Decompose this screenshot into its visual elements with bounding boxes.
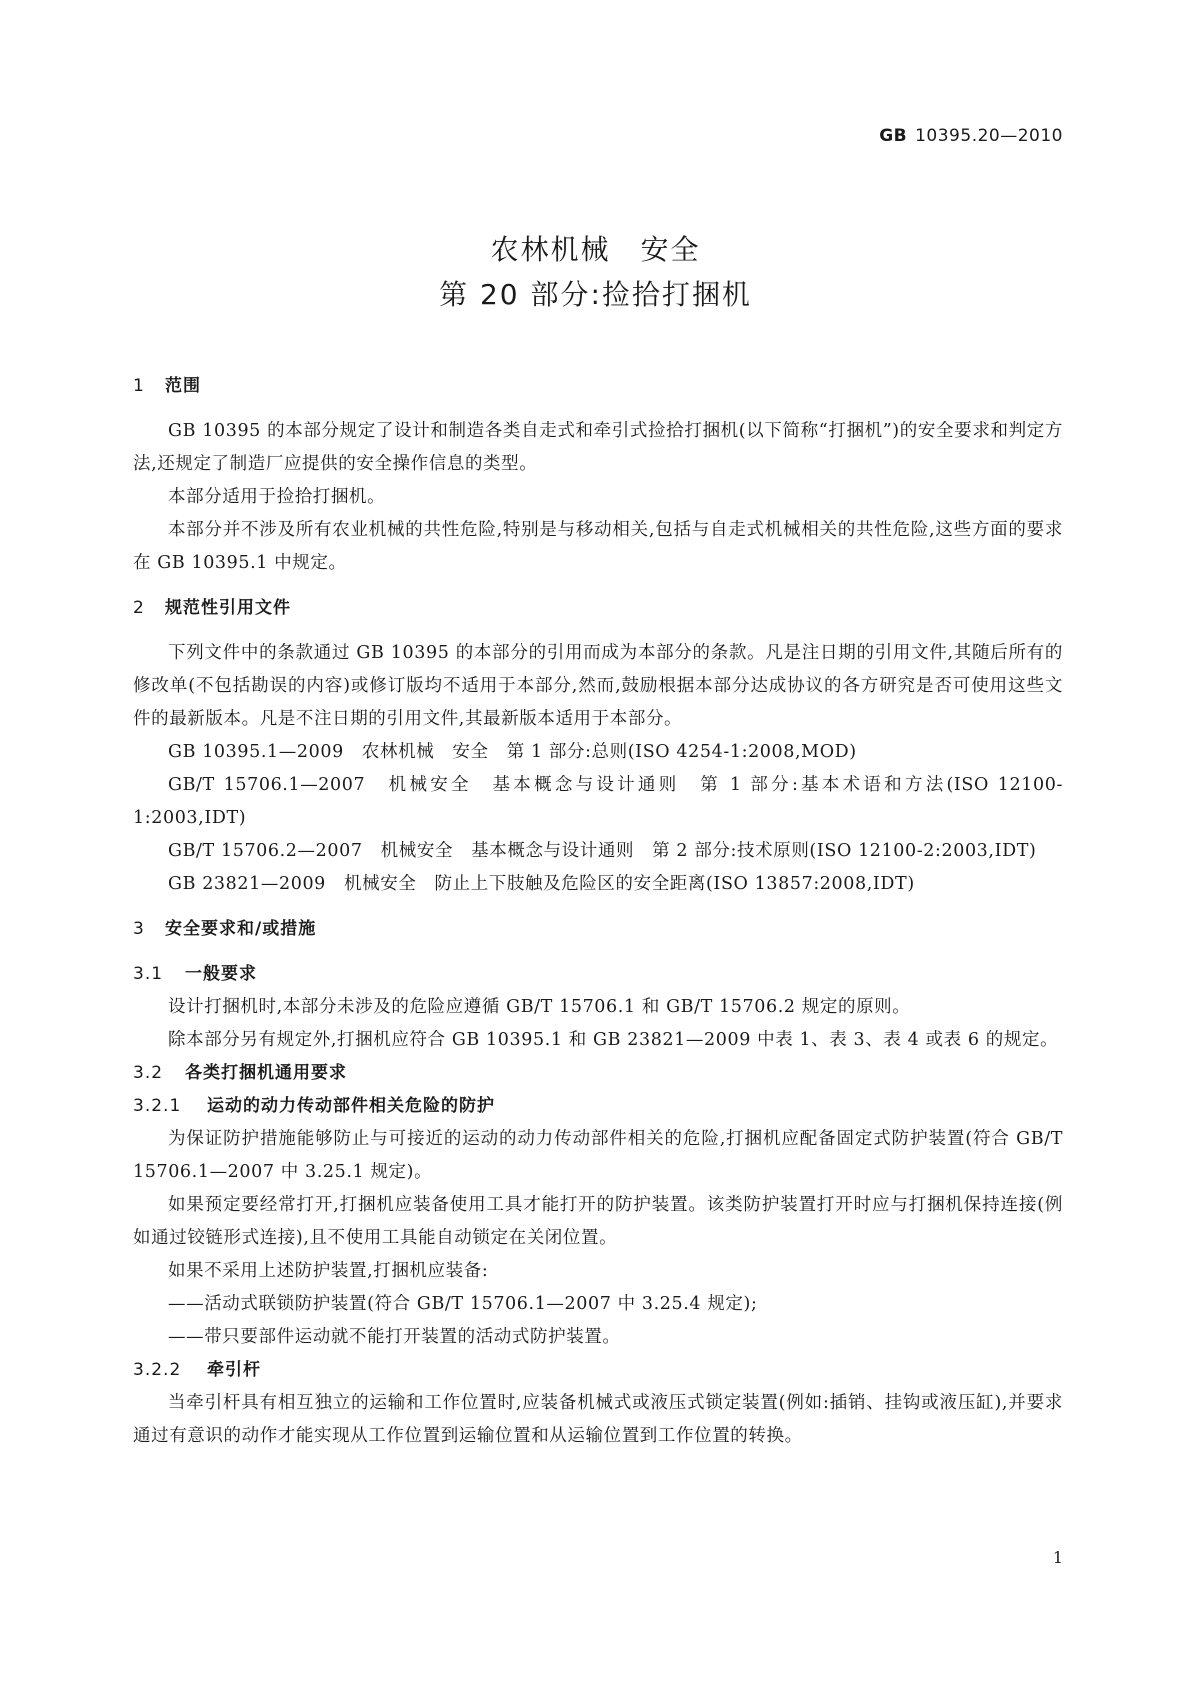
paragraph: 当牵引杆具有相互独立的运输和工作位置时,应装备机械式或液压式锁定装置(例如:插销、挂钩或液压缸),并要求通过有意识的动作才能实现从工作位置到运输位置和从运输位置到工作位置的转换。	[133, 1393, 1063, 1446]
document-title-line-1: 农林机械 安全	[490, 233, 701, 266]
standard-number	[879, 126, 1063, 146]
page-number: 1	[1052, 1548, 1063, 1567]
standard-code: 10395.20—2010	[915, 126, 1063, 146]
section-heading-2	[133, 592, 1063, 625]
section-heading-3	[133, 913, 1063, 946]
paragraph: 设计打捆机时,本部分未涉及的危险应遵循 GB/T 15706.1 和 GB/T 15706.2 规定的原则。	[168, 997, 911, 1017]
reference-item: GB 23821—2009 机械安全 防止上下肢触及危险区的安全距离(ISO 13857:2008,IDT)	[168, 874, 915, 894]
section-number: 3	[133, 919, 145, 939]
subsection-title: 一般要求	[185, 964, 257, 984]
paragraph: 如果不采用上述防护装置,打捆机应装备:	[168, 1261, 489, 1281]
paragraph: 如果预定要经常打开,打捆机应装备使用工具才能打开的防护装置。该类防护装置打开时应与打捆机保持连接(例如通过铰链形式连接),且不使用工具能自动锁定在关闭位置。	[133, 1195, 1063, 1248]
subsection-number: 3.2.2	[133, 1360, 182, 1380]
subsection-heading-3-2-2	[133, 1354, 1063, 1387]
section-number: 2	[133, 598, 145, 618]
list-item: ——带只要部件运动就不能打开装置的活动式防护装置。	[168, 1327, 621, 1347]
subsection-title: 各类打捆机通用要求	[185, 1063, 347, 1083]
section-number: 1	[133, 376, 145, 396]
section-title: 安全要求和/或措施	[165, 919, 317, 939]
reference-item: GB/T 15706.2—2007 机械安全 基本概念与设计通则 第 2 部分:技术原则(ISO 12100-2:2003,IDT)	[168, 841, 1037, 861]
subsection-title: 运动的动力传动部件相关危险的防护	[207, 1096, 495, 1116]
subsection-number: 3.2	[133, 1063, 164, 1083]
subsection-heading-3-2-1	[133, 1090, 1063, 1123]
document-title-line-2: 第 20 部分:捡拾打捆机	[439, 278, 752, 311]
standard-prefix: GB	[879, 126, 908, 146]
paragraph: 本部分适用于捡拾打捆机。	[168, 487, 386, 507]
paragraph: GB 10395 的本部分规定了设计和制造各类自走式和牵引式捡拾打捆机(以下简称“打捆机”)的安全要求和判定方法,还规定了制造厂应提供的安全操作信息的类型。	[133, 421, 1063, 474]
subsection-title: 牵引杆	[207, 1360, 261, 1380]
section-title: 范围	[165, 376, 201, 396]
list-item: ——活动式联锁防护装置(符合 GB/T 15706.1—2007 中 3.25.4 规定);	[168, 1294, 758, 1314]
document-body	[133, 370, 1063, 1453]
subsection-number: 3.2.1	[133, 1096, 182, 1116]
section-heading-1	[133, 370, 1063, 403]
paragraph: 除本部分另有规定外,打捆机应符合 GB 10395.1 和 GB 23821—2009 中表 1、表 3、表 4 或表 6 的规定。	[168, 1030, 1059, 1050]
subsection-heading-3-2	[133, 1057, 1063, 1090]
subsection-heading-3-1	[133, 958, 1063, 991]
paragraph: 为保证防护措施能够防止与可接近的运动的动力传动部件相关的危险,打捆机应配备固定式防护装置(符合 GB/T 15706.1—2007 中 3.25.1 规定)。	[133, 1129, 1063, 1182]
subsection-number: 3.1	[133, 964, 164, 984]
paragraph: 下列文件中的条款通过 GB 10395 的本部分的引用而成为本部分的条款。凡是注日期的引用文件,其随后所有的修改单(不包括勘误的内容)或修订版均不适用于本部分,然而,鼓励根据本部分达成协议的各方研究是否可使用这些文件的最新版本。凡是不注日期的引用文件,其最新版本适用于本部分。	[133, 643, 1063, 729]
paragraph: 本部分并不涉及所有农业机械的共性危险,特别是与移动相关,包括与自走式机械相关的共性危险,这些方面的要求在 GB 10395.1 中规定。	[133, 520, 1063, 573]
section-title: 规范性引用文件	[165, 598, 291, 618]
reference-item: GB 10395.1—2009 农林机械 安全 第 1 部分:总则(ISO 4254-1:2008,MOD)	[168, 742, 857, 762]
reference-item: GB/T 15706.1—2007 机械安全 基本概念与设计通则 第 1 部分:基本术语和方法(ISO 12100-1:2003,IDT)	[133, 775, 1063, 828]
